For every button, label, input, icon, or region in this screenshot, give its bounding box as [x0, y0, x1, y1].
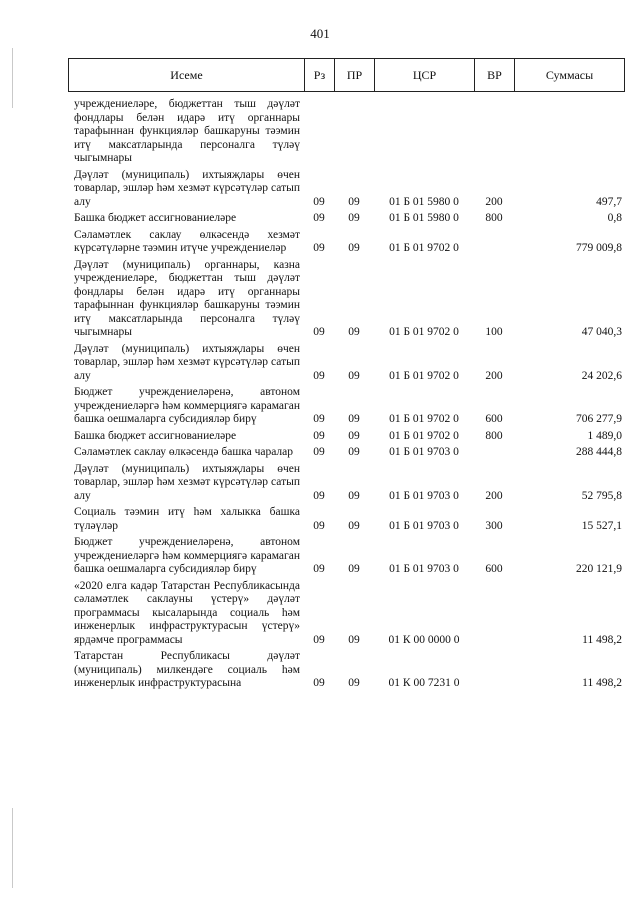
cell-vr: 200 — [485, 369, 503, 382]
cell-csr: 01 К 00 0000 0 — [388, 633, 460, 646]
cell-pr: 09 — [348, 326, 360, 338]
cell-name: Сәламәтлек саклау өлкәсендә хезмәт күрсәтүләрне тәэмин итүче учреждениеләр — [74, 228, 300, 254]
table-row — [68, 503, 624, 533]
table-row — [68, 340, 624, 384]
cell-pr: 09 — [348, 489, 360, 502]
cell-csr: 01 Б 01 9702 0 — [389, 369, 459, 382]
table-row — [68, 256, 624, 340]
cell-name: Дәүләт (муниципаль) органнары, казна учреждениеләре, бюджеттан тыш дәүләт фондлары белән идарә итү органнары тарафыннан функцияләр башкаруны тәэмин итү максатларында персоналга түләү чыгымнары — [74, 258, 300, 338]
cell-rz: 09 — [313, 489, 325, 502]
margin-mark — [12, 48, 13, 108]
cell-name: Татарстан Республикасы дәүләт (муниципаль) милкендәге социаль һәм инженерлык инфраструктурасына — [74, 650, 300, 689]
cell-csr: 01 Б 01 5980 0 — [389, 195, 459, 208]
cell-rz: 09 — [313, 242, 325, 254]
cell-name: Дәүләт (муниципаль) ихтыяҗлары өчен товарлар, эшләр һәм хезмәт күрсәтүләр сатып алу — [74, 342, 300, 382]
cell-vr: 300 — [485, 519, 503, 532]
cell-name: Дәүләт (муниципаль) ихтыяҗлары өчен товарлар, эшләр һәм хезмәт күрсәтүләр сатып алу — [74, 168, 300, 208]
cell-name: Бюджет учреждениеләренә, автоном учреждениеләргә һәм коммерциягә карамаган башка оешмаларга субсидияләр бирү — [74, 536, 300, 575]
cell-pr: 09 — [348, 369, 360, 382]
cell-pr: 09 — [348, 446, 360, 458]
cell-rz: 09 — [313, 326, 325, 338]
cell-sum: 1 489,0 — [587, 429, 622, 442]
cell-sum: 15 527,1 — [581, 519, 622, 532]
column-header-name: Исеме — [69, 59, 305, 92]
cell-csr: 01 Б 01 9703 0 — [389, 446, 459, 458]
cell-csr: 01 Б 01 9702 0 — [389, 413, 459, 425]
cell-pr: 09 — [348, 677, 360, 689]
cell-name: Социаль тәэмин итү һәм халыкка башка түләүләр — [74, 506, 300, 532]
cell-sum: 11 498,2 — [582, 633, 622, 646]
cell-vr — [474, 443, 514, 460]
cell-csr: 01 Б 01 5980 0 — [389, 212, 459, 224]
cell-sum: 497,7 — [596, 195, 622, 208]
cell-csr — [374, 98, 474, 166]
column-header-vr: ВР — [475, 59, 515, 92]
cell-csr: 01 К 00 7231 0 — [388, 677, 460, 689]
table-row — [68, 383, 624, 427]
cell-sum: 11 498,2 — [582, 677, 622, 689]
cell-pr: 09 — [348, 429, 360, 442]
cell-sum: 52 795,8 — [581, 489, 622, 502]
column-header-sum: Суммасы — [515, 59, 625, 92]
cell-pr: 09 — [348, 242, 360, 254]
cell-rz: 09 — [313, 677, 325, 689]
cell-vr: 600 — [485, 413, 503, 425]
cell-pr: 09 — [348, 563, 360, 575]
cell-rz: 09 — [313, 563, 325, 575]
cell-rz: 09 — [313, 446, 325, 458]
table-row — [68, 533, 624, 577]
table-row — [68, 166, 624, 210]
cell-pr — [334, 98, 374, 166]
cell-sum: 288 444,8 — [576, 446, 622, 458]
cell-pr: 09 — [348, 633, 360, 646]
cell-name: Башка бюджет ассигнованиеләре — [74, 429, 237, 442]
column-header-pr: ПР — [335, 59, 375, 92]
table-row — [68, 209, 624, 226]
cell-name: «2020 елга кадәр Татарстан Республикасында сәламәтлек саклауны үстерү» дәүләт программасы кысаларында социаль һәм инженерлык инфраструктурасын үстерү» ярдәмче программасы — [74, 579, 300, 646]
table-row — [68, 226, 624, 256]
page-number: 401 — [310, 26, 330, 41]
cell-csr: 01 Б 01 9702 0 — [389, 242, 459, 254]
cell-vr: 800 — [485, 212, 503, 224]
cell-sum — [514, 98, 624, 166]
cell-sum: 0,8 — [607, 212, 622, 224]
cell-name: Сәламәтлек саклау өлкәсендә башка чаралар — [74, 446, 294, 458]
cell-name: учреждениеләре, бюджеттан тыш дәүләт фондлары белән идарә итү органнары тарафыннан функцияләр башкаруны тәэмин итү максатларында персоналга түләү чыгымнары — [74, 98, 300, 164]
cell-pr: 09 — [348, 195, 360, 208]
table-row — [68, 577, 624, 648]
cell-rz: 09 — [313, 633, 325, 646]
column-header-rz: Рз — [305, 59, 335, 92]
cell-csr: 01 Б 01 9703 0 — [389, 489, 459, 502]
column-header-csr: ЦСР — [375, 59, 475, 92]
cell-vr — [474, 647, 514, 691]
budget-table — [68, 98, 624, 691]
cell-name: Дәүләт (муниципаль) ихтыяҗлары өчен товарлар, эшләр һәм хезмәт күрсәтүләр сатып алу — [74, 462, 300, 502]
cell-csr: 01 Б 01 9702 0 — [389, 326, 459, 338]
table-row — [68, 427, 624, 444]
cell-sum: 779 009,8 — [576, 242, 622, 254]
cell-name: Башка бюджет ассигнованиеләре — [74, 212, 237, 224]
cell-name: Бюджет учреждениеләренә, автоном учреждениеләргә һәм коммерциягә карамаган башка оешмаларга субсидияләр бирү — [74, 386, 300, 425]
cell-vr: 600 — [485, 563, 503, 575]
table-row — [68, 98, 624, 166]
cell-rz: 09 — [313, 212, 325, 224]
cell-rz: 09 — [313, 369, 325, 382]
cell-pr: 09 — [348, 212, 360, 224]
cell-vr — [474, 98, 514, 166]
cell-csr: 01 Б 01 9703 0 — [389, 563, 459, 575]
table-row — [68, 443, 624, 460]
cell-vr: 100 — [485, 326, 503, 338]
cell-vr: 800 — [485, 429, 503, 442]
cell-vr: 200 — [485, 195, 503, 208]
cell-sum: 47 040,3 — [581, 326, 622, 338]
cell-rz: 09 — [313, 429, 325, 442]
cell-rz: 09 — [313, 413, 325, 425]
table-header — [68, 58, 625, 92]
cell-sum: 24 202,6 — [581, 369, 622, 382]
cell-vr — [474, 577, 514, 648]
cell-sum: 220 121,9 — [576, 563, 622, 575]
cell-rz: 09 — [313, 195, 325, 208]
cell-vr: 200 — [485, 489, 503, 502]
cell-vr — [474, 226, 514, 256]
cell-csr: 01 Б 01 9703 0 — [389, 519, 459, 532]
table-row — [68, 460, 624, 504]
cell-rz: 09 — [313, 519, 325, 532]
cell-sum: 706 277,9 — [576, 413, 622, 425]
cell-csr: 01 Б 01 9702 0 — [389, 429, 459, 442]
table-row — [68, 647, 624, 691]
cell-pr: 09 — [348, 519, 360, 532]
margin-mark — [12, 808, 13, 888]
cell-rz — [304, 98, 334, 166]
cell-pr: 09 — [348, 413, 360, 425]
